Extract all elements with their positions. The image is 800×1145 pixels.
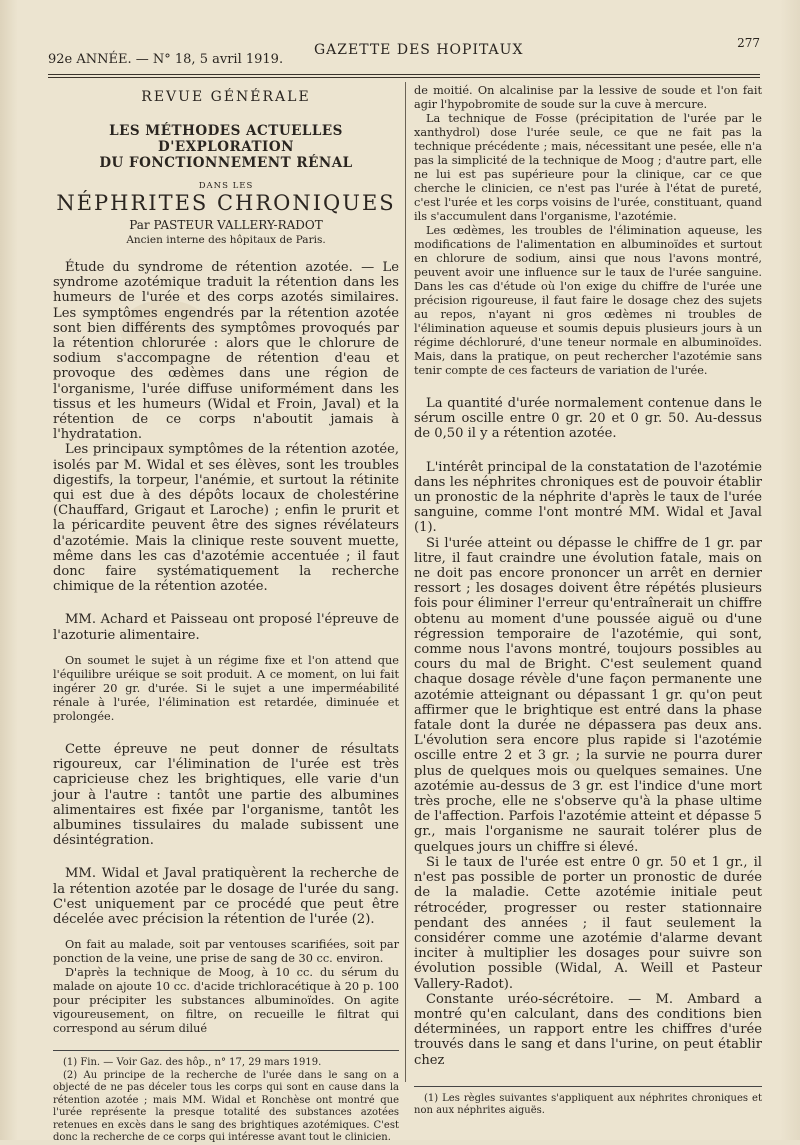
article-title-line1: LES MÉTHODES ACTUELLES D'EXPLORATION [109,123,343,156]
paragraph-small: Les œdèmes, les troubles de l'élimination aqueuse, les modifications de l'alimentation en albuminoïdes et surtout en chlorure de sodium, ainsi que nous l'avons montré, peuvent avoir une influence sur le taux de l'urée sanguine. Dans les cas d'étude où l'on exige du chiffre de l'urée une précision rigoureuse, il faut faire le dosage chez des sujets au repos, n'ayant ni gros œdèmes ni troubles de l'élimination aqueuse et soumis depuis plusieurs jours à un régime déchloruré, d'une teneur normale en albuminoïdes. Mais, dans la pratique, on peut rechercher l'azotémie sans tenir compte de ces facteurs de variation de l'urée. [414,224,762,377]
paragraph: Constante uréo-sécrétoire. — M. Ambard a montré qu'en calculant, dans des conditions bien déterminées, un rapport entre les chiffres d'urée trouvés dans le sang et dans l'urine, on peut établir chez [414,991,762,1068]
journal-title: GAZETTE DES HOPITAUX [314,42,524,58]
paragraph: Les principaux symptômes de la rétention azotée, isolés par M. Widal et ses élèves, sont les troubles digestifs, la torpeur, l'anémie, et surtout la rétinite qui est due à des dépôts locaux de cholestérine (Chauffard, Grigaut et Laroche) ; enfin le prurit et la péricardite peuvent être des signes révélateurs d'azotémie. Mais la clinique reste souvent muette, même dans les cas d'azotémie accentuée ; il faut donc faire systématiquement la recherche chimique de la rétention azotée. [53,442,399,595]
paragraph: Étude du syndrome de rétention azotée. — Le syndrome azotémique traduit la rétention dans les humeurs de l'urée et des corps azotés similaires. Les symptômes engendrés par la rétention azotée sont bien différents des symptômes provoqués par la rétention chlorurée : alors que le chlorure de sodium s'accompagne de rétention d'eau et provoque des œdèmes dans une région de l'organisme, l'urée diffuse uniformément dans les tissus et les humeurs (Widal et Froin, Javal) et la rétention de ce corps n'aboutit jamais à l'hydratation. [53,260,399,443]
footnote: (2) Au principe de la recherche de l'urée dans le sang on a objecté de ne pas déceler tous les corps qui sont en cause dans la rétention azotée ; mais MM. Widal et Ronchèse ont montré que l'urée représente la presque totalité des substances azotées retenues en excès dans le sang des brightiques azotémiques. C'est donc la recherche de ce corps qui intéresse avant tout le clinicien. [53,1069,399,1144]
paragraph-small: On soumet le sujet à un régime fixe et l'on attend que l'équilibre uréique se soit produit. A ce moment, on lui fait ingérer 20 gr. d'urée. Si le sujet a une imperméabilité rénale à l'urée, l'élimination est retardée, diminuée et prolongée. [53,653,399,723]
paragraph: La quantité d'urée normalement contenue dans le sérum oscille entre 0 gr. 20 et 0 gr. 50. Au-dessus de 0,50 il y a rétention azotée. [414,396,762,442]
page-header [48,30,760,70]
section-heading: REVUE GÉNÉRALE [141,89,311,105]
right-column [414,84,762,1134]
article-title-dans: DANS LES [198,181,254,192]
left-column [53,84,399,1144]
author-affiliation: Ancien interne des hôpitaux de Paris. [126,233,326,246]
header-rule [48,74,760,75]
article-title-main: NÉPHRITES CHRONIQUES [56,191,396,216]
paragraph-small: La technique de Fosse (précipitation de l'urée par le xanthydrol) dose l'urée seule, ce que ne fait pas la technique précédente ; mais, nécessitant une pesée, elle n'a pas la simplicité de la technique de Moog ; d'autre part, elle ne lui est pas supérieure pour la clinique, car ce que cherche le clinicien, ce n'est pas l'urée à l'état de pureté, c'est l'urée et les corps voisins de l'urée, constituant, quand ils s'accumulent dans l'organisme, l'azotémie. [414,112,762,223]
footnote-rule [414,1086,762,1087]
footnote-rule [53,1050,399,1051]
footnote: (1) Les règles suivantes s'appliquent aux néphrites chroniques et non aux néphrites aiguës. [414,1092,762,1117]
paragraph: Cette épreuve ne peut donner de résultats rigoureux, car l'élimination de l'urée est très capricieuse chez les brightiques, elle varie d'un jour à l'autre : tantôt une partie des albumines alimentaires est fixée par l'organisme, tantôt les albumines tissulaires du malade subissent une désintégration. [53,741,399,849]
paragraph: MM. Widal et Javal pratiquèrent la recherche de la rétention azotée par le dosage de l'urée du sang. C'est uniquement par ce procédé que peut être décelée avec précision la rétention de l'urée (2). [53,866,399,927]
paragraph-small: D'après la technique de Moog, à 10 cc. du sérum du malade on ajoute 10 cc. d'acide trichloracétique à 20 p. 100 pour précipiter les substances albuminoïdes. On agite vigoureusement, on filtre, on recueille le filtrat qui correspond au sérum dilué [53,966,399,1036]
article-title-line2: DU FONCTIONNEMENT RÉNAL [99,155,353,172]
paragraph: Si l'urée atteint ou dépasse le chiffre de 1 gr. par litre, il faut craindre une évolution fatale, mais on ne doit pas encore prononcer un arrêt en dernier ressort ; les dosages doivent être répétés plusieurs fois pour éliminer l'erreur qu'entraînerait un chiffre obtenu au moment d'une poussée aiguë ou d'une régression temporaire de l'azotémie, qui sont, comme nous l'avons montré, toujours possibles au cours du mal de Bright. C'est seulement quand chaque dosage révèle d'une façon permanente une azotémie atteignant ou dépassant 1 gr. qu'on peut affirmer que le brightique est entré dans la phase fatale dont la durée ne dépassera pas deux ans. L'évolution sera encore plus rapide si l'azotémie oscille entre 2 et 3 gr. ; la survie ne pourra durer plus de quelques mois ou quelques semaines. Une azotémie au-dessus de 3 gr. est l'indice d'une mort très proche, elle ne s'observe qu'à la phase ultime de l'affection. Parfois l'azotémie atteint et dépasse 5 gr., mais l'organisme ne saurait tolérer plus de quelques jours un chiffre si élevé. [414,535,762,855]
header-rule-thin [48,77,760,78]
author-line: Par PASTEUR VALLERY-RADOT [129,217,323,232]
issue-info: 92e ANNÉE. — N° 18, 5 avril 1919. [48,52,284,67]
paragraph: MM. Achard et Paisseau ont proposé l'épreuve de l'azoturie alimentaire. [53,612,399,643]
paragraph: Si le taux de l'urée est entre 0 gr. 50 et 1 gr., il n'est pas possible de porter un pronostic de durée de la maladie. Cette azotémie initiale peut rétrocéder, progresser ou rester stationnaire pendant des années ; il faut seulement la considérer comme une azotémie d'alarme devant inciter à multiplier les dosages pour suivre son évolution possible (Widal, A. Weill et Pasteur Vallery-Radot). [414,854,762,992]
paragraph: L'intérêt principal de la constatation de l'azotémie dans les néphrites chroniques est de pouvoir établir un pronostic de la néphrite d'après le taux de l'urée sanguine, comme l'ont montré MM. Widal et Javal (1). [414,459,762,536]
page-number: 277 [737,36,760,50]
paragraph-small: On fait au malade, soit par ventouses scarifiées, soit par ponction de la veine, une prise de sang de 30 cc. environ. [53,938,399,966]
paragraph-small: de moitié. On alcalinise par la lessive de soude et l'on fait agir l'hypobromite de soude sur la cuve à mercure. [414,84,762,111]
column-divider [405,82,406,1082]
footnote: (1) Fin. — Voir Gaz. des hôp., n° 17, 29 mars 1919. [63,1057,322,1069]
